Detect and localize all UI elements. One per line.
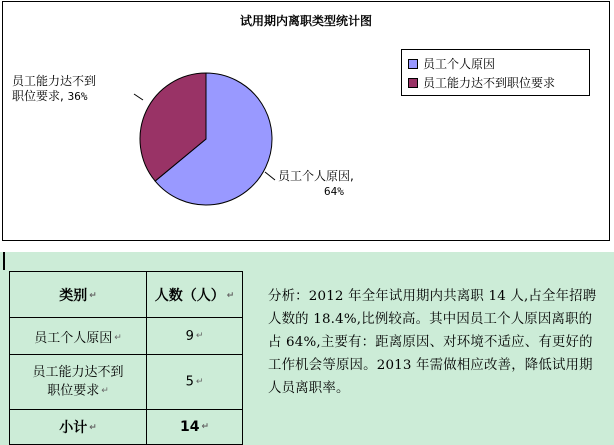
total-label: 小计 ↵ xyxy=(10,410,147,445)
slice-label-ability-name1: 员工能力达不到 xyxy=(12,74,97,88)
row-category: 员工能力达不到 职位要求 ↵ xyxy=(10,355,147,410)
chart-legend xyxy=(401,49,590,96)
slice-label-ability-name2: 职位要求, xyxy=(12,89,64,103)
leader-line-personal xyxy=(265,172,275,180)
pie-chart xyxy=(3,2,609,240)
legend-label-ability: 员工能力达不到职位要求 xyxy=(423,76,556,90)
table-row xyxy=(10,318,243,355)
header-count: 人数（人） ↵ xyxy=(147,272,243,318)
slice-label-ability-pct: 36% xyxy=(67,90,88,103)
legend-swatch-personal xyxy=(408,59,418,69)
table-header-row xyxy=(10,272,243,318)
slice-label-personal-name: 员工个人原因, xyxy=(278,169,354,183)
analysis-text: 分析：2012 年全年试用期内共离职 14 人,占全年招聘人数的 18.4%,比例较高。其中因员工个人原因离职的占 64%,主要有：距离原因、对环境不适应、有更好的工作机会等原因。2013 年需做相应改善，降低试用期人员离职率。 xyxy=(268,289,597,396)
legend-item-ability xyxy=(408,73,589,92)
slice-label-personal xyxy=(278,169,354,199)
legend-label-personal: 员工个人原因 xyxy=(423,57,496,71)
slice-label-ability xyxy=(12,74,96,104)
chart-area xyxy=(2,1,610,241)
leader-line-ability xyxy=(134,94,143,100)
stats-table xyxy=(9,271,243,445)
header-category: 类别 ↵ xyxy=(10,272,147,318)
row-count: 9 ↵ xyxy=(147,318,243,355)
table-row xyxy=(10,355,243,410)
slice-label-personal-pct: 64% xyxy=(324,185,344,198)
row-count: 5 ↵ xyxy=(147,355,243,410)
total-value: 14 ↵ xyxy=(147,410,243,445)
chart-title: 试用期内离职类型统计图 xyxy=(239,14,373,28)
text-cursor xyxy=(3,252,5,270)
table-total-row xyxy=(10,410,243,445)
legend-swatch-ability xyxy=(408,78,418,88)
row-category: 员工个人原因 ↵ xyxy=(10,318,147,355)
legend-item-personal xyxy=(408,54,589,73)
